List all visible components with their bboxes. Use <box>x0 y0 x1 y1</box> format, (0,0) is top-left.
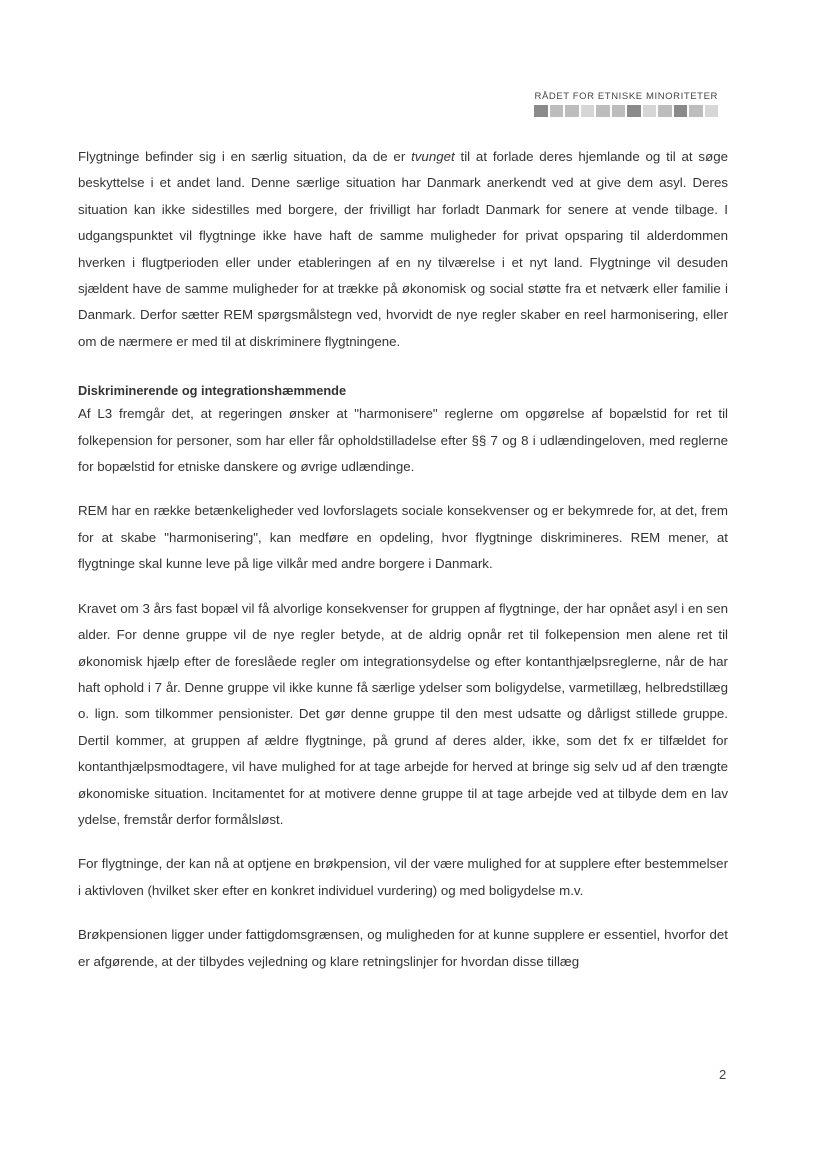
paragraph-refugee-situation: Flygtninge befinder sig i en særlig situation, da de er tvunget til at forlade deres hjemlande og til at søge beskyttelse i et andet land. Denne særlige situation har Danmark anerkendt ved at give dem asyl. Deres situation kan ikke sidestilles med borgere, der frivilligt har forladt Danmark for senere at vende tilbage. I udgangspunktet vil flygtninge ikke have haft de samme muligheder for privat opsparing til alderdommen hverken i flugtperioden eller under etableringen af en ny tilværelse i et nyt land. Flygtninge vil desuden sjældent have de samme muligheder for at trække på økonomisk og social støtte fra et netværk eller familie i Danmark. Derfor sætter REM spørgsmålstegn ved, hvorvidt de nye regler skaber en reel harmonisering, eller om de nærmere er med til at diskriminere flygtningene. <box>78 149 728 349</box>
paragraph-fractional-pension: For flygtninge, der kan nå at optjene en brøkpension, vil der være mulighed for at supplere efter bestemmelser i aktivloven (hvilket sker efter en konkret individuel vurdering) og med boligydelse m.v. <box>78 856 728 898</box>
organization-logo <box>534 91 718 117</box>
logo-block <box>565 105 579 117</box>
logo-block <box>550 105 564 117</box>
logo-block <box>705 105 719 117</box>
paragraph-residency-requirement: Kravet om 3 års fast bopæl vil få alvorlige konsekvenser for gruppen af flygtninge, der har opnået asyl i en sen alder. For denne gruppe vil de nye regler betyde, at de aldrig opnår ret til folkepension men alene ret til økonomisk hjælp efter de foreslåede regler om integrationsydelse og efter kontanthjælpsreglerne, når de har haft ophold i 7 år. Denne gruppe vil ikke kunne få særlige ydelser som boligydelse, varmetillæg, helbredstillæg o. lign. som tilkommer pensionister. Det gør denne gruppe til den mest udsatte og dårligst stillede gruppe. Dertil kommer, at gruppen af ældre flygtninge, på grund af deres alder, ikke, som det fx er tilfældet for kontanthjælpsmodtagere, vil have mulighed for at tage arbejde for herved at bringe sig selv ud af den trængte økonomiske situation. Incitamentet for at motivere denne gruppe til at tage arbejde ved at tilbyde dem en lav ydelse, fremstår derfor formålsløst. <box>78 600 728 827</box>
organization-name: RÅDET FOR ETNISKE MINORITETER <box>534 91 718 102</box>
logo-block <box>674 105 688 117</box>
emphasis-tvunget: tvunget <box>411 149 455 164</box>
page-number: 2 <box>719 1067 727 1082</box>
paragraph-l3: Af L3 fremgår det, at regeringen ønsker at "harmonisere" reglerne om opgørelse af bopælstid for ret til folkepension for personer, som har eller får opholdstilladelse efter §§ 7 og 8 i udlændingeloven, med reglerne for bopælstid for etniske danskere og øvrige udlændinge. <box>78 406 728 475</box>
logo-block <box>627 105 641 117</box>
logo-block <box>581 105 595 117</box>
logo-block <box>658 105 672 117</box>
section-heading: Diskriminerende og integrationshæmmende <box>78 383 347 399</box>
logo-block <box>643 105 657 117</box>
logo-color-bar <box>534 105 718 117</box>
logo-block <box>612 105 626 117</box>
logo-block <box>689 105 703 117</box>
paragraph-rem-concerns: REM har en række betænkeligheder ved lovforslagets sociale konsekvenser og er bekymrede for, at det, frem for at skabe "harmonisering", kan medføre en opdeling, hvor flygtninge diskrimineres. REM mener, at flygtninge skal kunne leve på lige vilkår med andre borgere i Danmark. <box>78 503 728 572</box>
logo-block <box>534 105 548 117</box>
document-body <box>78 144 728 993</box>
logo-block <box>596 105 610 117</box>
paragraph-poverty-line: Brøkpensionen ligger under fattigdomsgrænsen, og muligheden for at kunne supplere er essentiel, hvorfor det er afgørende, at der tilbydes vejledning og klare retningslinjer for hvordan disse tillæg <box>78 927 728 969</box>
